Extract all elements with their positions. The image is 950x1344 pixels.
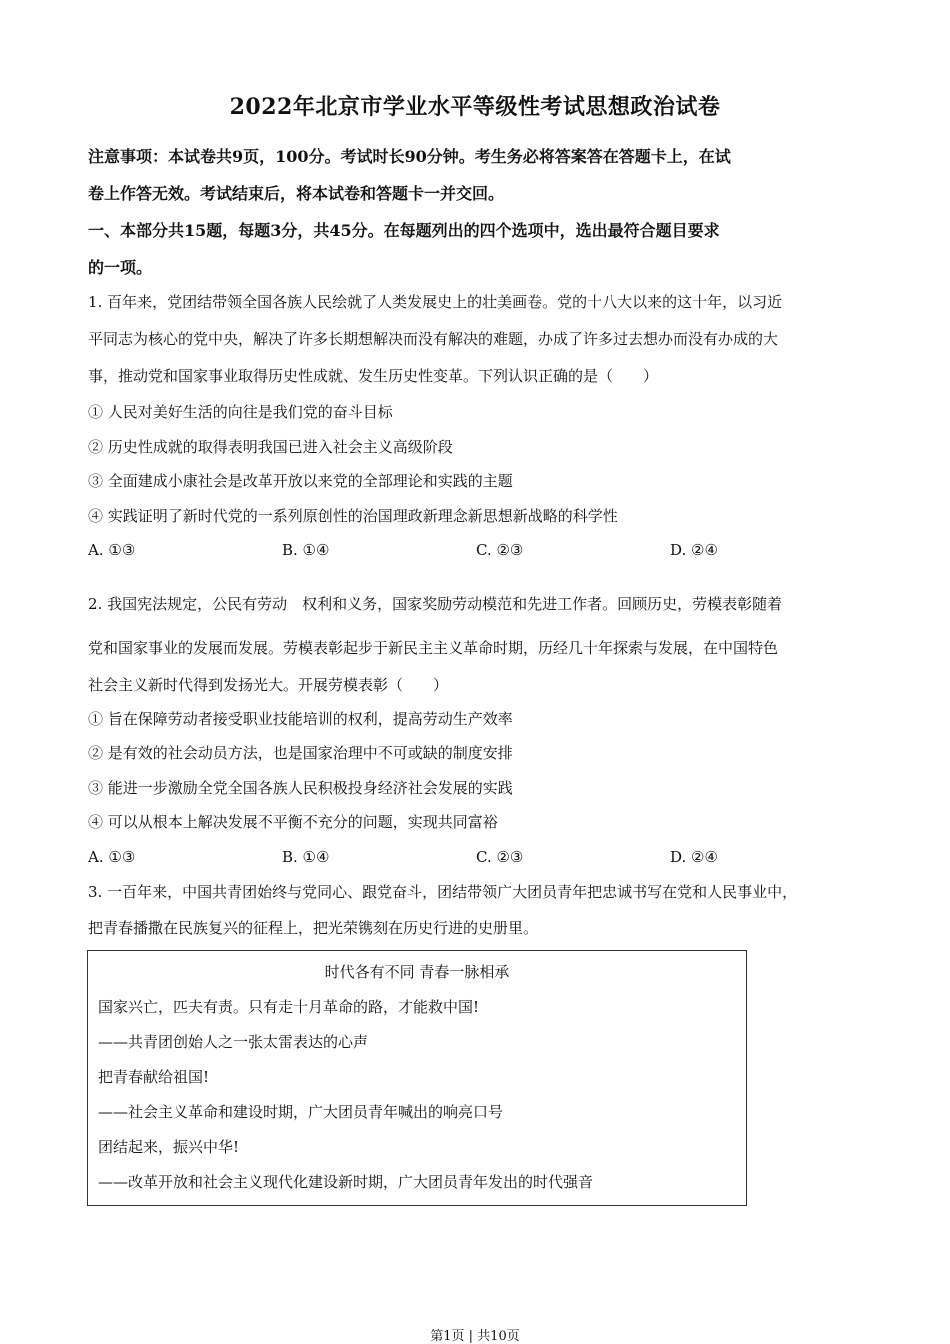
- question-2-statement: ③ 能进一步激励全党全国各族人民积极投身经济社会发展的实践: [88, 779, 513, 797]
- material-line: 团结起来，振兴中华!: [98, 1138, 240, 1156]
- section-instruction: 的一项。: [88, 258, 153, 277]
- material-line: ——改革开放和社会主义现代化建设新时期，广大团员青年发出的时代强音: [98, 1173, 594, 1191]
- choice-a[interactable]: A. ①③: [88, 541, 136, 559]
- material-line: 国家兴亡，匹夫有责。只有走十月革命的路，才能救中国!: [98, 998, 480, 1016]
- question-2-statement: ① 旨在保障劳动者接受职业技能培训的权利，提高劳动生产效率: [88, 710, 513, 728]
- material-box-title: 时代各有不同 青春一脉相承: [324, 963, 510, 981]
- choice-b[interactable]: B. ①④: [282, 848, 330, 866]
- question-line: 2. 我国宪法规定，公民有劳动 权利和义务，国家奖励劳动模范和先进工作者。回顾历史，劳模表彰随着: [88, 595, 783, 613]
- question-1-statement: ① 人民对美好生活的向往是我们党的奋斗目标: [88, 403, 393, 421]
- choice-d[interactable]: D. ②④: [670, 541, 718, 559]
- question-2-statement: ② 是有效的社会动员方法，也是国家治理中不可或缺的制度安排: [88, 744, 513, 762]
- question-3-stem: [88, 874, 868, 946]
- question-line: 3. 一百年来，中国共青团始终与党同心、跟党奋斗，团结带领广大团员青年把忠诚书写在党和人民事业中，: [88, 883, 798, 901]
- choice-a[interactable]: A. ①③: [88, 848, 136, 866]
- question-line: 事，推动党和国家事业取得历史性成就、发生历史性变革。下列认识正确的是（ ）: [88, 367, 659, 385]
- page-title: 2022年北京市学业水平等级性考试思想政治试卷: [229, 94, 721, 120]
- notice-block: [88, 138, 868, 286]
- question-line: 平同志为核心的党中央，解决了许多长期想解决而没有解决的难题，办成了许多过去想办而没有办成的大: [88, 330, 779, 348]
- section-instruction: 一、本部分共15题，每题3分，共45分。在每题列出的四个选项中，选出最符合题目要求: [88, 221, 720, 240]
- question-line: 社会主义新时代得到发扬光大。开展劳模表彰（ ）: [88, 676, 449, 694]
- material-box: [87, 950, 747, 1206]
- question-line: 党和国家事业的发展而发展。劳模表彰起步于新民主主义革命时期，历经几十年探索与发展，在中国特色: [88, 639, 779, 657]
- question-2-stem-cont: [88, 630, 868, 704]
- question-1-stem: [88, 284, 868, 395]
- choice-c[interactable]: C. ②③: [476, 848, 524, 866]
- question-1-statement: ② 历史性成就的取得表明我国已进入社会主义高级阶段: [88, 438, 453, 456]
- material-line: 把青春献给祖国!: [98, 1068, 210, 1086]
- material-line: ——社会主义革命和建设时期，广大团员青年喊出的响亮口号: [98, 1103, 504, 1121]
- choice-b[interactable]: B. ①④: [282, 541, 330, 559]
- question-line: 把青春播撒在民族复兴的征程上，把光荣镌刻在历史行进的史册里。: [88, 919, 539, 937]
- question-2-stem: [88, 580, 868, 628]
- notice-line: 注意事项：本试卷共9页，100分。考试时长90分钟。考生务必将答案答在答题卡上，在试: [88, 147, 731, 166]
- question-2-statement: ④ 可以从根本上解决发展不平衡不充分的问题，实现共同富裕: [88, 813, 498, 831]
- page-footer: 第1页 | 共10页: [430, 1329, 520, 1344]
- question-1-statement: ③ 全面建成小康社会是改革开放以来党的全部理论和实践的主题: [88, 472, 513, 490]
- question-1-statement: ④ 实践证明了新时代党的一系列原创性的治国理政新理念新思想新战略的科学性: [88, 507, 618, 525]
- material-line: ——共青团创始人之一张太雷表达的心声: [98, 1033, 369, 1051]
- choice-c[interactable]: C. ②③: [476, 541, 524, 559]
- choice-d[interactable]: D. ②④: [670, 848, 718, 866]
- question-line: 1. 百年来，党团结带领全国各族人民绘就了人类发展史上的壮美画卷。党的十八大以来的这十年，以习近: [88, 293, 783, 311]
- notice-line: 卷上作答无效。考试结束后，将本试卷和答题卡一并交回。: [88, 184, 505, 203]
